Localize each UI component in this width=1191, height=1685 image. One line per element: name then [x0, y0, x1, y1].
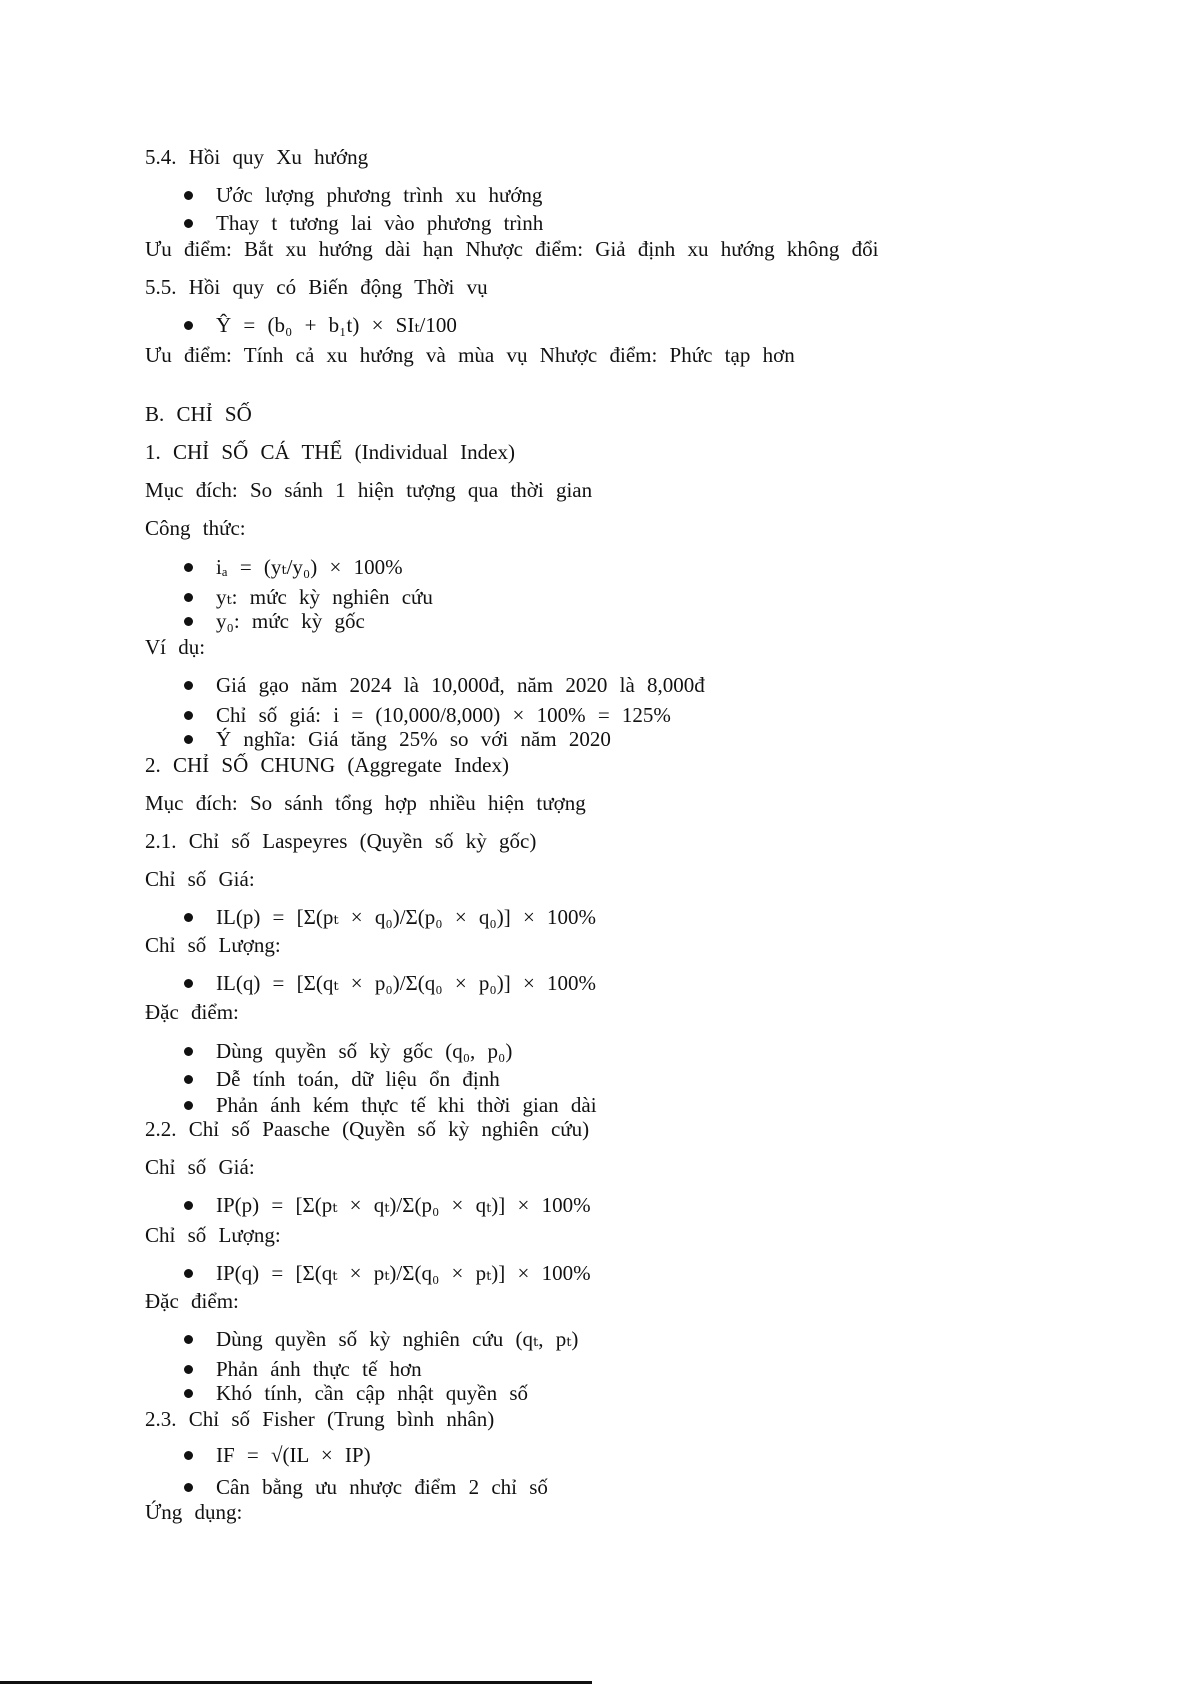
formula-item: Ŷ = (b₀ + b₁t) × SIₜ/100: [216, 313, 457, 337]
paragraph: Mục đích: So sánh tổng hợp nhiều hiện tượng: [145, 791, 586, 815]
list-item: Cân bằng ưu nhược điểm 2 chỉ số: [216, 1475, 548, 1499]
list-item: Phản ánh thực tế hơn: [216, 1357, 422, 1381]
section-heading-2-1: 2.1. Chỉ số Laspeyres (Quyền số kỳ gốc): [145, 829, 537, 853]
formula-item: IL(p) = [Σ(pₜ × q₀)/Σ(p₀ × q₀)] × 100%: [216, 905, 597, 929]
formula-item: IP(q) = [Σ(qₜ × pₜ)/Σ(q₀ × pₜ)] × 100%: [216, 1261, 591, 1285]
list-item: Chỉ số giá: i = (10,000/8,000) × 100% = 125%: [216, 703, 671, 727]
section-heading-5-5: 5.5. Hồi quy có Biến động Thời vụ: [145, 275, 488, 299]
list-item: Dễ tính toán, dữ liệu ổn định: [216, 1067, 500, 1091]
list-item: Ước lượng phương trình xu hướng: [216, 183, 543, 207]
page-bottom-rule: [0, 1681, 592, 1684]
section-heading-2-3: 2.3. Chỉ số Fisher (Trung bình nhân): [145, 1407, 495, 1431]
section-heading-2: 2. CHỈ SỐ CHUNG (Aggregate Index): [145, 753, 509, 777]
label: Chỉ số Giá:: [145, 1155, 255, 1179]
label: Đặc điểm:: [145, 1289, 239, 1313]
label: Chỉ số Lượng:: [145, 933, 281, 957]
list-item: Dùng quyền số kỳ nghiên cứu (qₜ, pₜ): [216, 1327, 579, 1351]
paragraph: Mục đích: So sánh 1 hiện tượng qua thời gian: [145, 478, 593, 502]
label: Chỉ số Lượng:: [145, 1223, 281, 1247]
list-item: Thay t tương lai vào phương trình: [216, 211, 544, 235]
paragraph: Ưu điểm: Tính cả xu hướng và mùa vụ Nhược điểm: Phức tạp hơn: [145, 343, 795, 367]
formula-item: IP(p) = [Σ(pₜ × qₜ)/Σ(p₀ × qₜ)] × 100%: [216, 1193, 591, 1217]
formula-item: IF = √(IL × IP): [216, 1443, 371, 1467]
label: Đặc điểm:: [145, 1000, 239, 1024]
formula-item: iₐ = (yₜ/y₀) × 100%: [216, 555, 403, 579]
section-heading-1: 1. CHỈ SỐ CÁ THỂ (Individual Index): [145, 440, 515, 464]
list-item: Ý nghĩa: Giá tăng 25% so với năm 2020: [216, 727, 611, 751]
list-item: yₜ: mức kỳ nghiên cứu: [216, 585, 433, 609]
part-heading-b: B. CHỈ SỐ: [145, 402, 252, 426]
list-item: Giá gạo năm 2024 là 10,000đ, năm 2020 là 8,000đ: [216, 673, 705, 697]
section-heading-5-4: 5.4. Hồi quy Xu hướng: [145, 145, 369, 169]
list-item: Dùng quyền số kỳ gốc (q₀, p₀): [216, 1039, 513, 1063]
label: Ứng dụng:: [145, 1500, 243, 1524]
list-item: y₀: mức kỳ gốc: [216, 609, 365, 633]
formula-item: IL(q) = [Σ(qₜ × p₀)/Σ(q₀ × p₀)] × 100%: [216, 971, 597, 995]
label: Ví dụ:: [145, 635, 206, 659]
label: Chỉ số Giá:: [145, 867, 255, 891]
paragraph: Ưu điểm: Bắt xu hướng dài hạn Nhược điểm: Giả định xu hướng không đổi: [145, 237, 879, 261]
label: Công thức:: [145, 516, 246, 540]
list-item: Phản ánh kém thực tế khi thời gian dài: [216, 1093, 597, 1117]
section-heading-2-2: 2.2. Chỉ số Paasche (Quyền số kỳ nghiên cứu): [145, 1117, 590, 1141]
list-item: Khó tính, cần cập nhật quyền số: [216, 1381, 529, 1405]
